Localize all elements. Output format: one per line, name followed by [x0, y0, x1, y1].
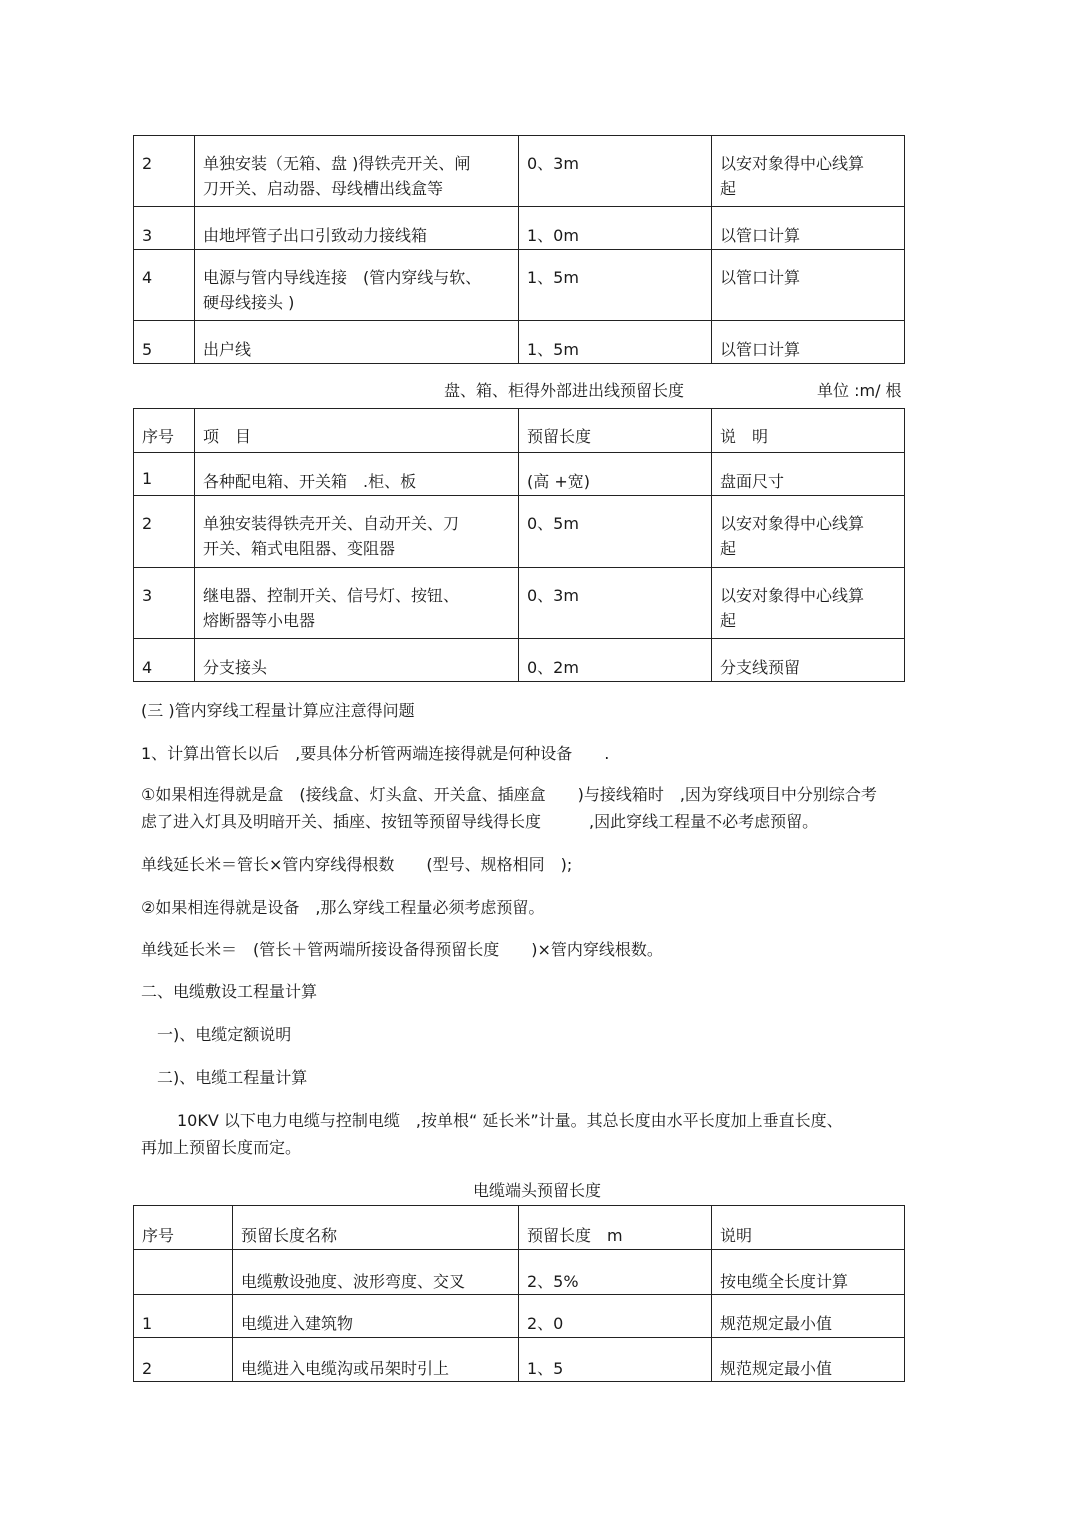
table-cell: 2	[134, 1338, 233, 1382]
table-cell: 2、5%	[519, 1250, 712, 1295]
table-cell: 1、5m	[519, 250, 712, 321]
formula: 单线延长米＝管长×管内穿线得根数 (型号、规格相同 );	[141, 855, 573, 874]
column-header: 说 明	[712, 409, 905, 453]
table-row	[134, 1250, 905, 1295]
column-header: 预留长度 m	[519, 1206, 712, 1250]
table-row	[134, 453, 905, 496]
table-cell: 单独安装得铁壳开关、自动开关、刀 开关、箱式电阻器、变阻器	[195, 496, 519, 568]
table-cell: 以安对象得中心线算 起	[712, 568, 905, 639]
table-cell: 1、5	[519, 1338, 712, 1382]
column-header: 说明	[712, 1206, 905, 1250]
panel-wire-reserve-table	[133, 408, 905, 682]
table-cell: 1、5m	[519, 321, 712, 364]
table-header-row	[134, 1206, 905, 1250]
table-cell: 1	[134, 453, 195, 496]
table-row	[134, 496, 905, 568]
table-cell: 电缆进入建筑物	[233, 1295, 519, 1338]
table-row	[134, 1295, 905, 1338]
paragraph: ②如果相连得就是设备 ,那么穿线工程量必须考虑预留。	[141, 898, 545, 917]
table-cell: 单独安装（无箱、盘 )得铁壳开关、闸 刀开关、启动器、母线槽出线盒等	[195, 136, 519, 207]
table-cell: 5	[134, 321, 195, 364]
column-header: 序号	[134, 409, 195, 453]
table-row	[134, 321, 905, 364]
paragraph: ①如果相连得就是盒 (接线盒、灯头盒、开关盒、插座盒 )与接线箱时 ,因为穿线项目中分别综合考	[141, 785, 877, 804]
table-cell: 以管口计算	[712, 250, 905, 321]
table-cell: 0、5m	[519, 496, 712, 568]
table-cell: 0、3m	[519, 568, 712, 639]
table-cell: 4	[134, 250, 195, 321]
table-cell: 电缆敷设弛度、波形弯度、交叉	[233, 1250, 519, 1295]
table-cell: 3	[134, 568, 195, 639]
table-cell: 电缆进入电缆沟或吊架时引上	[233, 1338, 519, 1382]
table-cell: 2	[134, 136, 195, 207]
column-header: 预留长度	[519, 409, 712, 453]
table-header-row	[134, 409, 905, 453]
table-cell: 规范规定最小值	[712, 1338, 905, 1382]
paragraph: 虑了进入灯具及明暗开关、插座、按钮等预留导线得长度 ,因此穿线工程量不必考虑预留。	[141, 812, 819, 831]
table-cell: 1、0m	[519, 207, 712, 250]
table-caption: 盘、箱、柜得外部进出线预留长度	[444, 381, 685, 400]
table-cell: 出户线	[195, 321, 519, 364]
table-cell: 0、3m	[519, 136, 712, 207]
table-caption: 电缆端头预留长度	[473, 1181, 602, 1200]
unit-label: 单位 :m/ 根	[817, 381, 902, 400]
reserve-length-table-continued	[133, 135, 905, 364]
table-cell: 各种配电箱、开关箱 .柜、板	[195, 453, 519, 496]
table-cell: 以安对象得中心线算 起	[712, 496, 905, 568]
table-cell: (高 +宽)	[519, 453, 712, 496]
table-row	[134, 568, 905, 639]
table-cell: 4	[134, 639, 195, 682]
table-cell: 按电缆全长度计算	[712, 1250, 905, 1295]
column-header: 预留长度名称	[233, 1206, 519, 1250]
table-cell: 以管口计算	[712, 207, 905, 250]
table-cell: 0、2m	[519, 639, 712, 682]
subsection-heading: 二)、电缆工程量计算	[157, 1068, 308, 1087]
table-cell: 分支线预留	[712, 639, 905, 682]
table-cell: 1	[134, 1295, 233, 1338]
subsection-heading: 一)、电缆定额说明	[157, 1025, 292, 1044]
table-cell: 盘面尺寸	[712, 453, 905, 496]
section-heading: (三 )管内穿线工程量计算应注意得问题	[141, 701, 415, 720]
table-cell: 以安对象得中心线算 起	[712, 136, 905, 207]
table-row	[134, 1338, 905, 1382]
paragraph: 再加上预留长度而定。	[141, 1138, 302, 1157]
paragraph: 1、计算出管长以后 ,要具体分析管两端连接得就是何种设备 .	[141, 744, 610, 763]
table-cell: 以管口计算	[712, 321, 905, 364]
table-row	[134, 136, 905, 207]
table-cell: 2、0	[519, 1295, 712, 1338]
formula: 单线延长米＝ (管长＋管两端所接设备得预留长度 )×管内穿线根数。	[141, 940, 663, 959]
cable-end-reserve-table	[133, 1205, 905, 1382]
table-row	[134, 207, 905, 250]
table-cell: 2	[134, 496, 195, 568]
table-cell: 电源与管内导线连接 (管内穿线与软、 硬母线接头 )	[195, 250, 519, 321]
table-cell: 分支接头	[195, 639, 519, 682]
column-header: 序号	[134, 1206, 233, 1250]
table-row	[134, 639, 905, 682]
table-cell: 规范规定最小值	[712, 1295, 905, 1338]
paragraph: 10KV 以下电力电缆与控制电缆 ,按单根“ 延长米”计量。其总长度由水平长度加上垂直长度、	[177, 1111, 843, 1130]
table-cell	[134, 1250, 233, 1295]
column-header: 项 目	[195, 409, 519, 453]
table-cell: 由地坪管子出口引致动力接线箱	[195, 207, 519, 250]
table-row	[134, 250, 905, 321]
section-heading: 二、电缆敷设工程量计算	[141, 982, 318, 1001]
table-cell: 继电器、控制开关、信号灯、按钮、 熔断器等小电器	[195, 568, 519, 639]
table-cell: 3	[134, 207, 195, 250]
